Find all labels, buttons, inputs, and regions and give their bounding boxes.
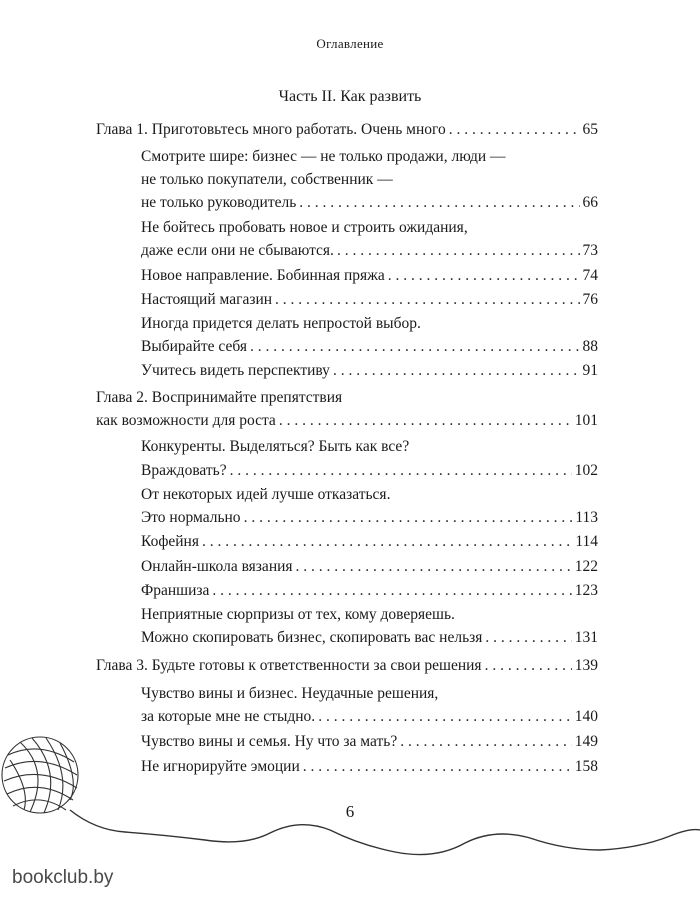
toc-page-number: 139 [574, 657, 598, 674]
toc-section-text: не только покупатели, собственник — [141, 171, 393, 188]
toc-page-number: 149 [574, 733, 598, 750]
toc-page-number: 123 [574, 582, 598, 599]
toc-section-title: Чувство вины и семья. Ну что за мать? [141, 733, 398, 750]
watermark: bookclub.by [12, 867, 114, 888]
toc-section-title: Это нормально [141, 509, 241, 526]
toc-page-number: 66 [582, 194, 598, 211]
toc-section-title: не только руководитель [141, 194, 297, 211]
toc-section-text: Иногда придется делать непростой выбор. [141, 315, 421, 332]
toc-section-title: Новое направление. Бобинная пряжа [141, 267, 385, 284]
toc-section-title: Выбирайте себя [141, 338, 247, 355]
toc-page-number: 114 [575, 533, 598, 550]
toc-section-title: Враждовать? [141, 462, 227, 479]
toc-page-number: 113 [575, 509, 598, 526]
toc-section-title: Можно скопировать бизнес, скопировать вас нельзя [141, 629, 483, 646]
toc-page-number: 131 [574, 629, 598, 646]
toc-section-title: Не игнорируйте эмоции [141, 758, 300, 775]
toc-page-number: 140 [574, 708, 598, 725]
toc-chapter-title: как возможности для роста [96, 412, 276, 429]
part-title: Часть II. Как развить [278, 88, 422, 105]
toc-section-title: Настоящий магазин [141, 291, 273, 308]
toc-page-number: 91 [582, 362, 598, 379]
toc-section-text: Неприятные сюрпризы от тех, кому доверяешь. [141, 606, 455, 623]
toc-page-number: 88 [582, 338, 598, 355]
toc-section-text: От некоторых идей лучше отказаться. [141, 486, 391, 503]
toc-page-number: 122 [574, 558, 598, 575]
toc-page-number: 101 [574, 412, 598, 429]
toc-section-text: Не бойтесь пробовать новое и строить ожидания, [141, 219, 468, 236]
toc-section-title: Кофейня [141, 533, 199, 550]
toc-section-title: даже если они не сбываются. [141, 242, 334, 259]
page-number: 6 [345, 802, 355, 821]
toc-chapter-title: Глава 2. Воспринимайте препятствия [96, 389, 343, 406]
toc-section-title: за которые мне не стыдно. [141, 708, 316, 725]
toc-page-number: 102 [574, 462, 598, 479]
toc-section-title: Учитесь видеть перспективу [141, 362, 330, 379]
running-header: Оглавление [316, 36, 384, 51]
toc-section-text: Чувство вины и бизнес. Неудачные решения, [141, 685, 439, 702]
toc-page-number: 74 [582, 267, 598, 284]
toc-chapter-title: Глава 3. Будьте готовы к ответственности за свои решения [96, 657, 482, 674]
toc-page-number: 73 [582, 242, 598, 259]
toc-section-text: Смотрите шире: бизнес — не только продажи, люди — [141, 148, 506, 165]
toc-section-title: Онлайн-школа вязания [141, 558, 293, 575]
toc-section-text: Конкуренты. Выделяться? Быть как все? [141, 438, 410, 455]
toc-page-number: 65 [582, 121, 598, 138]
toc-chapter-title: Глава 1. Приготовьтесь много работать. Очень много [96, 121, 446, 138]
toc-section-title: Франшиза [141, 582, 210, 599]
toc-page-number: 76 [582, 291, 598, 308]
toc-page-number: 158 [574, 758, 598, 775]
